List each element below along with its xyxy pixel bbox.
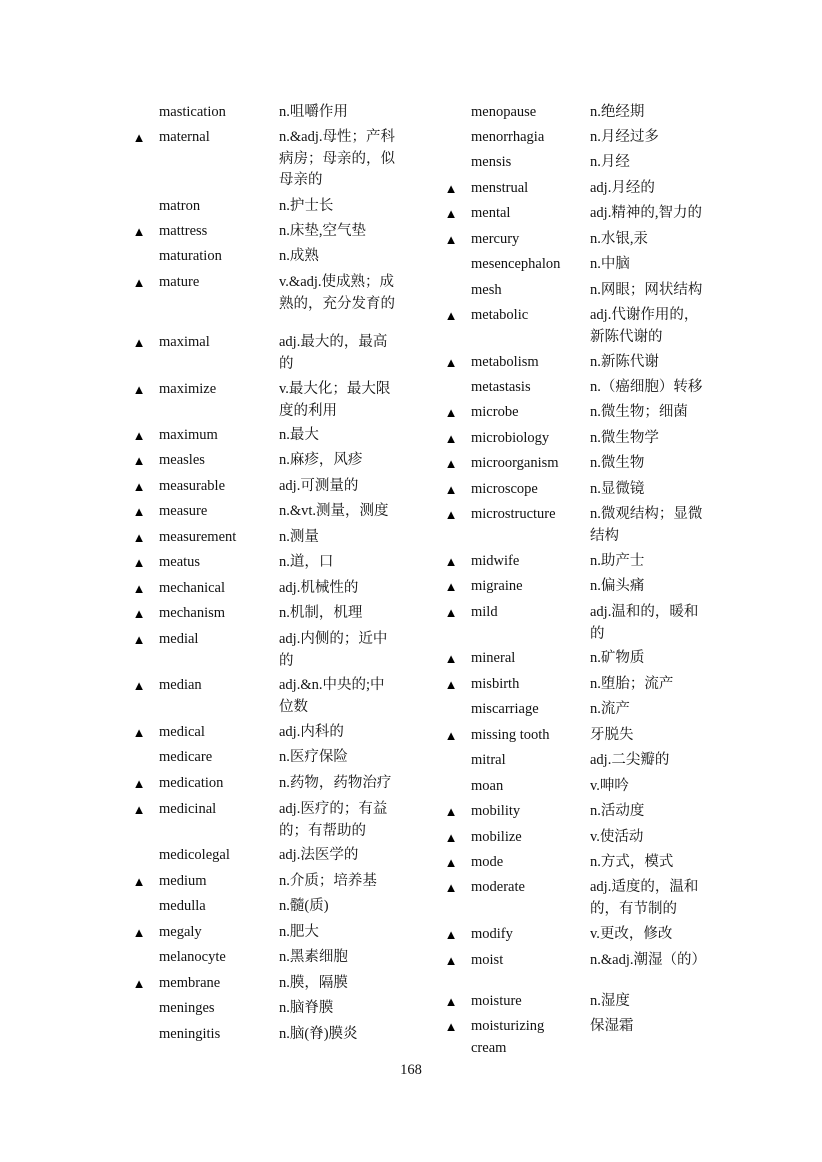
key-term-marker-icon: ▲ [444, 804, 458, 819]
entry-term: mild [471, 604, 498, 620]
entry-definition: n.脑脊膜 [279, 1000, 334, 1016]
entry-definition: n.微生物学 [590, 430, 659, 446]
entry-definition: 保湿霜 [590, 1018, 634, 1034]
key-term-marker-icon: ▲ [132, 335, 146, 350]
entry-definition: adj.月经的 [590, 180, 655, 196]
entry-definition: n.测量 [279, 529, 319, 545]
entry-definition: n.介质；培养基 [279, 873, 377, 889]
entry-term: maturation [159, 248, 222, 264]
key-term-marker-icon: ▲ [444, 456, 458, 471]
key-term-marker-icon: ▲ [132, 776, 146, 791]
entry-term: miscarriage [471, 701, 539, 717]
entry-definition: n.方式，模式 [590, 854, 674, 870]
entry-term: mechanism [159, 605, 226, 621]
key-term-marker-icon: ▲ [132, 976, 146, 991]
entry-definition: v.&adj.使成熟；成熟的，充分发育的 [279, 274, 395, 312]
entry-definition: v.更改，修改 [590, 926, 673, 942]
entry-term: mastication [159, 104, 226, 120]
entry-definition: adj.二尖瓣的 [590, 752, 670, 768]
entry-term: moisturizing cream [471, 1018, 545, 1056]
entry-definition: n.黑素细胞 [279, 949, 348, 965]
entry-term: misbirth [471, 676, 520, 692]
entry-definition: n.网眼；网状结构 [590, 282, 703, 298]
entry-definition: n.（癌细胞）转移 [590, 379, 703, 395]
entry-definition: n.医疗保险 [279, 749, 348, 765]
entry-term: microscope [471, 481, 538, 497]
entry-term: medial [159, 631, 199, 647]
entry-term: mensis [471, 154, 512, 170]
entry-term: moisture [471, 993, 522, 1009]
key-term-marker-icon: ▲ [444, 232, 458, 247]
entry-definition: adj.医疗的；有益的；有帮助的 [279, 801, 388, 839]
entry-term: mattress [159, 223, 208, 239]
key-term-marker-icon: ▲ [444, 431, 458, 446]
entry-term: mobility [471, 803, 521, 819]
key-term-marker-icon: ▲ [132, 581, 146, 596]
key-term-marker-icon: ▲ [444, 507, 458, 522]
entry-term: moist [471, 952, 504, 968]
entry-definition: n.偏头痛 [590, 578, 645, 594]
entry-definition: n.护士长 [279, 198, 334, 214]
key-term-marker-icon: ▲ [444, 677, 458, 692]
entry-term: measure [159, 503, 208, 519]
entry-term: mobilize [471, 829, 522, 845]
entry-term: mental [471, 205, 511, 221]
entry-definition: adj.&n.中央的;中位数 [279, 677, 385, 715]
entry-term: moderate [471, 879, 525, 895]
entry-definition: n.&adj.潮湿（的） [590, 952, 706, 968]
key-term-marker-icon: ▲ [444, 994, 458, 1009]
entry-term: meningitis [159, 1026, 221, 1042]
entry-term: mercury [471, 231, 520, 247]
entry-term: mineral [471, 650, 516, 666]
entry-term: maternal [159, 129, 210, 145]
entry-definition: v.使活动 [590, 829, 644, 845]
entry-definition: n.绝经期 [590, 104, 645, 120]
key-term-marker-icon: ▲ [132, 925, 146, 940]
entry-term: menorrhagia [471, 129, 545, 145]
key-term-marker-icon: ▲ [444, 605, 458, 620]
entry-definition: adj.内侧的；近中的 [279, 631, 388, 669]
entry-term: medicare [159, 749, 213, 765]
entry-definition: adj.内科的 [279, 724, 344, 740]
key-term-marker-icon: ▲ [444, 355, 458, 370]
entry-term: mature [159, 274, 200, 290]
entry-definition: n.药物，药物治疗 [279, 775, 392, 791]
entry-definition: n.微观结构；显微结构 [590, 506, 703, 544]
entry-term: measurement [159, 529, 237, 545]
key-term-marker-icon: ▲ [132, 555, 146, 570]
entry-term: moan [471, 778, 504, 794]
entry-definition: n.中脑 [590, 256, 630, 272]
entry-term: median [159, 677, 202, 693]
entry-term: measurable [159, 478, 226, 494]
entry-definition: n.流产 [590, 701, 630, 717]
entry-term: migraine [471, 578, 523, 594]
key-term-marker-icon: ▲ [444, 206, 458, 221]
entry-definition: adj.温和的，暖和的 [590, 604, 699, 642]
entry-term: maximize [159, 381, 217, 397]
entry-definition: n.髓(质) [279, 898, 329, 914]
entry-term: missing tooth [471, 727, 550, 743]
key-term-marker-icon: ▲ [132, 678, 146, 693]
page-number: 168 [400, 1062, 422, 1078]
entry-definition: n.机制，机理 [279, 605, 363, 621]
entry-definition: n.显微镜 [590, 481, 645, 497]
key-term-marker-icon: ▲ [132, 479, 146, 494]
entry-definition: n.咀嚼作用 [279, 104, 348, 120]
entry-definition: adj.最大的，最高的 [279, 334, 388, 372]
entry-definition: n.膜，隔膜 [279, 975, 348, 991]
key-term-marker-icon: ▲ [444, 181, 458, 196]
entry-definition: n.堕胎；流产 [590, 676, 674, 692]
entry-definition: n.&vt.测量，测度 [279, 503, 389, 519]
key-term-marker-icon: ▲ [132, 802, 146, 817]
key-term-marker-icon: ▲ [444, 830, 458, 845]
entry-definition: adj.代谢作用的，新陈代谢的 [590, 307, 699, 345]
entry-term: mode [471, 854, 504, 870]
entry-term: medulla [159, 898, 206, 914]
entry-term: microstructure [471, 506, 556, 522]
entry-definition: n.麻疹，风疹 [279, 452, 363, 468]
entry-term: mitral [471, 752, 506, 768]
entry-definition: n.成熟 [279, 248, 319, 264]
entry-term: mesh [471, 282, 502, 298]
entry-term: meninges [159, 1000, 215, 1016]
key-term-marker-icon: ▲ [444, 308, 458, 323]
entry-definition: n.水银,汞 [590, 231, 648, 247]
key-term-marker-icon: ▲ [132, 275, 146, 290]
entry-term: meatus [159, 554, 201, 570]
entry-definition: n.月经 [590, 154, 630, 170]
entry-definition: n.微生物；细菌 [590, 404, 688, 420]
entry-definition: v.呻吟 [590, 778, 629, 794]
key-term-marker-icon: ▲ [444, 855, 458, 870]
entry-definition: n.活动度 [590, 803, 645, 819]
entry-definition: n.道，口 [279, 554, 334, 570]
key-term-marker-icon: ▲ [132, 428, 146, 443]
key-term-marker-icon: ▲ [132, 530, 146, 545]
key-term-marker-icon: ▲ [132, 725, 146, 740]
entry-definition: adj.机械性的 [279, 580, 359, 596]
entry-definition: n.湿度 [590, 993, 630, 1009]
entry-definition: adj.可测量的 [279, 478, 359, 494]
entry-definition: adj.法医学的 [279, 847, 359, 863]
entry-term: melanocyte [159, 949, 226, 965]
key-term-marker-icon: ▲ [444, 927, 458, 942]
entry-definition: n.最大 [279, 427, 319, 443]
entry-term: microorganism [471, 455, 559, 471]
entry-term: metastasis [471, 379, 531, 395]
entry-term: medium [159, 873, 207, 889]
key-term-marker-icon: ▲ [444, 405, 458, 420]
key-term-marker-icon: ▲ [132, 504, 146, 519]
entry-definition: n.脑(脊)膜炎 [279, 1026, 358, 1042]
entry-definition: 牙脱失 [590, 727, 634, 743]
key-term-marker-icon: ▲ [444, 728, 458, 743]
entry-term: matron [159, 198, 201, 214]
key-term-marker-icon: ▲ [132, 130, 146, 145]
entry-term: medicinal [159, 801, 217, 817]
entry-term: metabolism [471, 354, 539, 370]
entry-term: mechanical [159, 580, 226, 596]
key-term-marker-icon: ▲ [132, 453, 146, 468]
entry-term: medication [159, 775, 224, 791]
entry-term: menopause [471, 104, 537, 120]
entry-definition: n.肥大 [279, 924, 319, 940]
key-term-marker-icon: ▲ [132, 382, 146, 397]
entry-term: metabolic [471, 307, 529, 323]
entry-definition: n.微生物 [590, 455, 645, 471]
entry-definition: n.新陈代谢 [590, 354, 659, 370]
entry-definition: adj.精神的,智力的 [590, 205, 702, 221]
entry-term: membrane [159, 975, 221, 991]
key-term-marker-icon: ▲ [444, 482, 458, 497]
entry-term: megaly [159, 924, 202, 940]
key-term-marker-icon: ▲ [132, 606, 146, 621]
entry-definition: n.月经过多 [590, 129, 659, 145]
entry-term: modify [471, 926, 513, 942]
key-term-marker-icon: ▲ [444, 554, 458, 569]
entry-term: mesencephalon [471, 256, 561, 272]
entry-definition: n.助产士 [590, 553, 645, 569]
key-term-marker-icon: ▲ [444, 651, 458, 666]
entry-term: maximal [159, 334, 210, 350]
entry-definition: n.&adj.母性；产科病房；母亲的，似母亲的 [279, 129, 395, 188]
entry-term: medicolegal [159, 847, 230, 863]
entry-definition: n.矿物质 [590, 650, 645, 666]
key-term-marker-icon: ▲ [444, 880, 458, 895]
key-term-marker-icon: ▲ [444, 579, 458, 594]
key-term-marker-icon: ▲ [444, 953, 458, 968]
entry-term: microbe [471, 404, 519, 420]
key-term-marker-icon: ▲ [132, 874, 146, 889]
entry-term: measles [159, 452, 205, 468]
key-term-marker-icon: ▲ [444, 1019, 458, 1034]
entry-term: microbiology [471, 430, 550, 446]
entry-definition: adj.适度的，温和的，有节制的 [590, 879, 699, 917]
entry-term: maximum [159, 427, 218, 443]
entry-term: midwife [471, 553, 520, 569]
entry-definition: v.最大化；最大限度的利用 [279, 381, 391, 419]
key-term-marker-icon: ▲ [132, 224, 146, 239]
entry-definition: n.床垫,空气垫 [279, 223, 366, 239]
key-term-marker-icon: ▲ [132, 632, 146, 647]
entry-term: menstrual [471, 180, 529, 196]
entry-term: medical [159, 724, 205, 740]
